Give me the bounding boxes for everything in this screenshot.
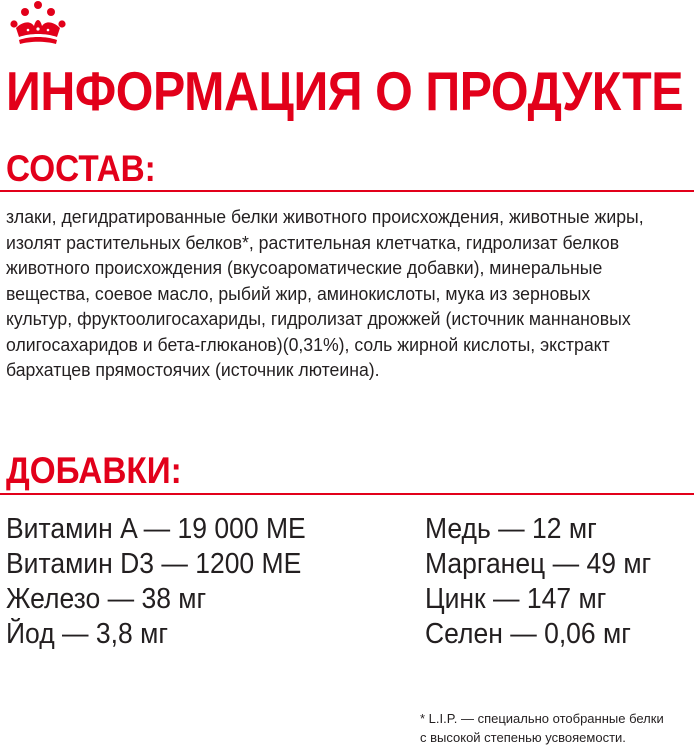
additives-divider (0, 493, 694, 495)
additives-heading: ДОБАВКИ: (6, 450, 182, 491)
page-title: ИНФОРМАЦИЯ О ПРОДУКТЕ (6, 60, 684, 122)
additives-right-list (425, 512, 668, 652)
additive-item: Цинк — 147 мг (425, 583, 607, 615)
composition-divider (0, 190, 694, 192)
footnote-line: * L.I.P. — специально отобранные белки (420, 711, 664, 726)
crown-logo-icon (8, 0, 68, 46)
composition-text: злаки, дегидратированные белки животного происхождения, животные жиры, изолят растительных белков*, растительная клетчатка, гидролизат белков животного происхождения (вкусоароматические добавки), минеральные вещества, соевое масло, рыбий жир, аминокислоты, мука из зерновых культур, фруктоолигосахариды, гидролизат дрожжей (источник маннановых олигосахаридов и бета-глюканов)(0,31%), соль жирной кислоты, экстракт бархатцев прямостоячих (источник лютеина). (6, 206, 644, 380)
additive-item: Йод — 3,8 мг (6, 618, 169, 650)
footnote-line: с высокой степенью усвояемости. (420, 730, 626, 745)
composition-heading: СОСТАВ: (6, 148, 156, 189)
additive-item: Витамин D3 — 1200 МЕ (6, 548, 302, 580)
additive-item: Медь — 12 мг (425, 513, 597, 545)
additive-item: Марганец — 49 мг (425, 548, 652, 580)
additives-left-list (6, 512, 328, 652)
additive-item: Селен — 0,06 мг (425, 618, 631, 650)
additive-item: Железо — 38 мг (6, 583, 207, 615)
footnote (420, 709, 692, 747)
additive-item: Витамин A — 19 000 МЕ (6, 513, 306, 545)
